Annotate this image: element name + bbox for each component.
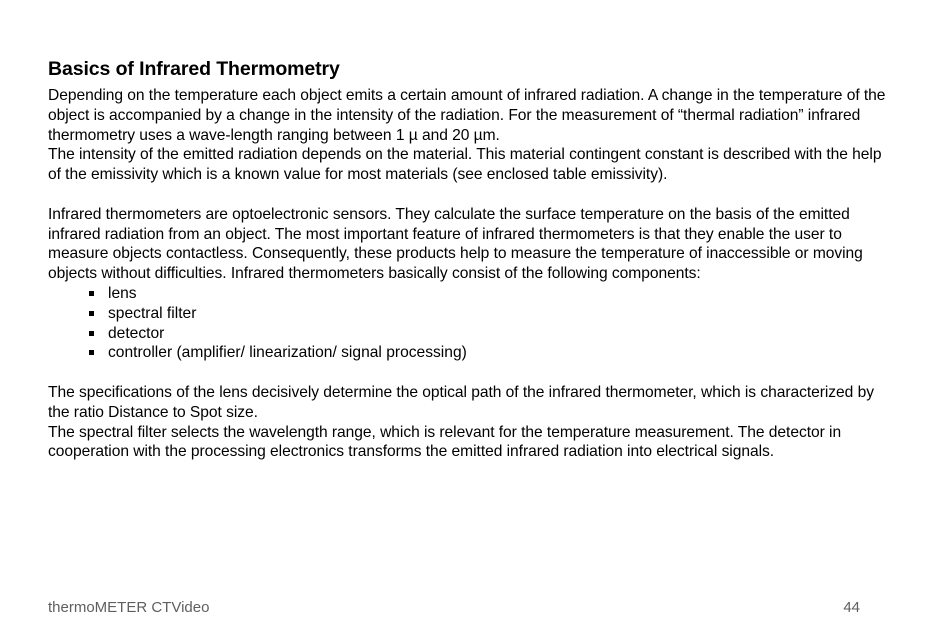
list-item	[89, 284, 898, 304]
paragraph-spacer	[48, 363, 898, 383]
document-body	[48, 57, 898, 462]
paragraph-spectral-filter: The spectral filter selects the wavelength range, which is relevant for the temperature measurement. The detector in cooperation with the processing electronics transforms the emitted infrared radiation into electrical signals.	[48, 423, 842, 461]
list-item-text: spectral filter	[108, 304, 197, 322]
list-item	[89, 324, 898, 344]
paragraph-spacer	[48, 185, 898, 205]
list-item	[89, 343, 898, 363]
paragraph-lens-specifications: The specifications of the lens decisively determine the optical path of the infrared thermometer, which is characterized by the ratio Distance to Spot size.	[48, 383, 874, 421]
square-bullet-icon	[89, 291, 94, 296]
list-item-text: controller (amplifier/ linearization/ signal processing)	[108, 344, 467, 362]
footer-page-number: 44	[843, 599, 860, 616]
components-list	[48, 284, 898, 363]
paragraph-emissivity: The intensity of the emitted radiation depends on the material. This material contingent constant is described with the help of the emissivity which is a known value for most materials (see enclosed table emissivity).	[48, 146, 882, 184]
list-item-text: lens	[108, 284, 137, 302]
paragraph-optoelectronic-sensors: Infrared thermometers are optoelectronic sensors. They calculate the surface temperature on the basis of the emitted infrared radiation from an object. The most important feature of infrared thermometers is that they enable the user to measure objects contactless. Consequently, these products help to measure the temperature of inaccessible or moving objects without difficulties. Infrared thermometers basically consist of the following components:	[48, 205, 863, 283]
square-bullet-icon	[89, 311, 94, 316]
square-bullet-icon	[89, 331, 94, 336]
list-item	[89, 304, 898, 324]
paragraph-infrared-radiation: Depending on the temperature each object emits a certain amount of infrared radiation. A change in the temperature of the object is accompanied by a change in the intensity of the radiation. For the measurement of “thermal radiation” infrared thermometry uses a wave-length ranging between 1 µ and 20 µm.	[48, 87, 886, 144]
footer-product-name: thermoMETER CTVideo	[48, 599, 210, 616]
list-item-text: detector	[108, 324, 165, 342]
square-bullet-icon	[89, 350, 94, 355]
page-title: Basics of Infrared Thermometry	[48, 58, 340, 80]
